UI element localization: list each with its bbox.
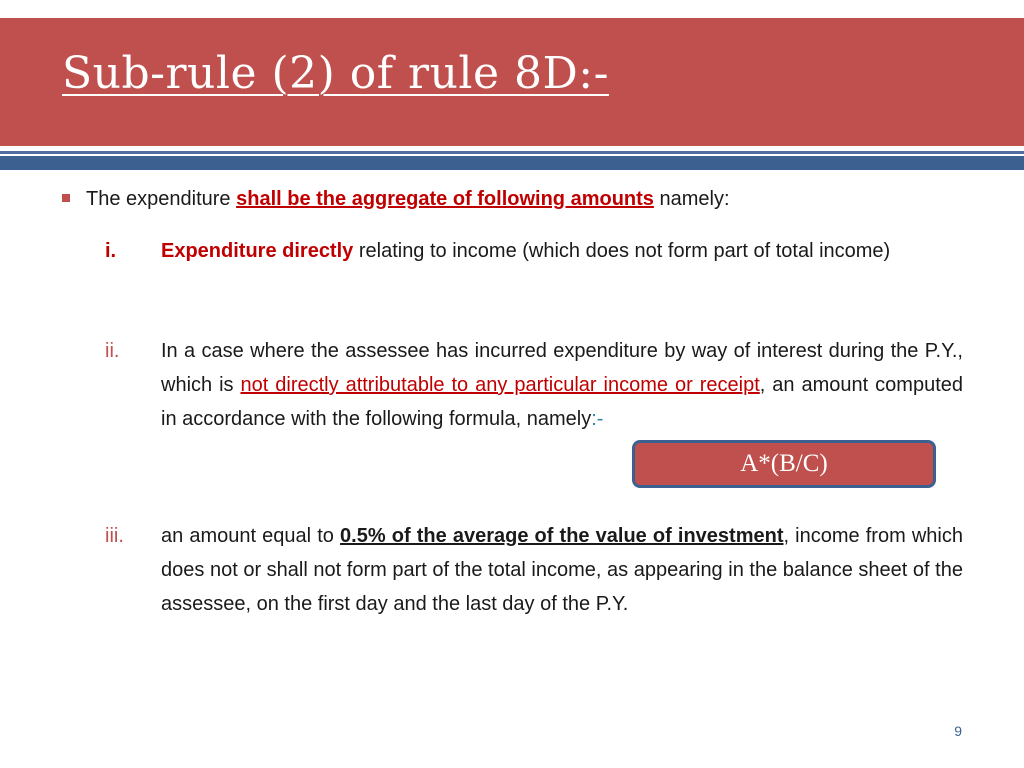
item-number: i. [105, 240, 117, 262]
bullet-text-emphasis: shall be the aggregate of following amounts [236, 188, 654, 210]
item-text-b: , an amount computed in accordance with the following formula, namely [161, 374, 963, 430]
item-text-a: an amount equal to [161, 525, 341, 547]
list-item-3 [105, 519, 963, 621]
item-suffix: :- [591, 408, 604, 430]
item-body [161, 334, 963, 436]
item-number: ii. [105, 340, 120, 362]
page-number: 9 [954, 723, 962, 739]
item-text-b: , income from which does not or shall not form part of the total income, as appearing in the balance sheet of the assessee, on the first day and the last day of the P.Y. [161, 525, 964, 615]
list-item-1 [105, 234, 963, 268]
item-text: relating to income (which does not form part of total income) [353, 240, 891, 262]
formula-box [632, 440, 936, 488]
formula-text: A*(B/C) [740, 450, 828, 477]
item-emphasis: Expenditure directly [161, 240, 354, 262]
bullet-text-post: namely: [653, 188, 730, 210]
item-emphasis: 0.5% of the average of the value of investment [340, 525, 784, 547]
item-number: iii. [105, 525, 124, 547]
divider-thick [0, 156, 1024, 170]
item-underlined-phrase: not directly attributable to any particular income or receipt [240, 374, 760, 396]
main-bullet [62, 185, 730, 213]
item-body [161, 519, 963, 621]
bullet-text-pre: The expenditure [86, 188, 237, 210]
item-text-a: In a case where the assessee has incurred expenditure by way of interest during the P.Y., which is [161, 340, 963, 396]
divider-thin [0, 151, 1024, 154]
square-bullet-icon [62, 194, 70, 202]
slide-title: Sub-rule (2) of rule 8D:- [62, 48, 609, 99]
list-item-2 [105, 334, 963, 436]
item-body [161, 234, 963, 268]
